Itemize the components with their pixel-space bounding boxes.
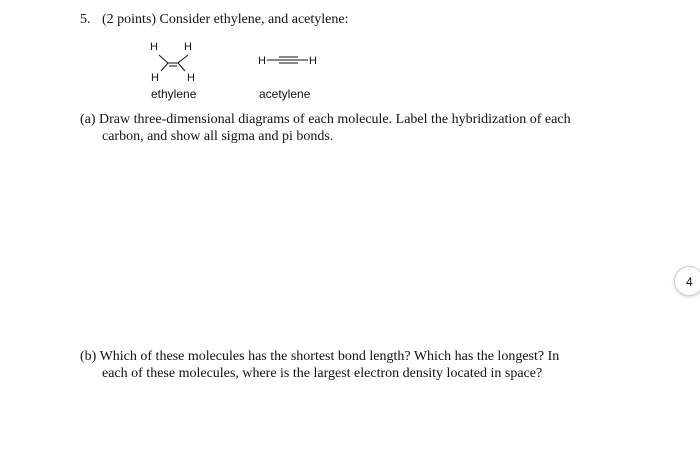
part-a-line-1: (a) Draw three-dimensional diagrams of each molecule. Label the hybridization of each (80, 112, 571, 127)
question-prompt: (2 points) Consider ethylene, and acetylene: (102, 12, 349, 27)
part-a (80, 111, 571, 145)
part-b (80, 348, 559, 382)
ethylene-ch-bond-top-right (178, 55, 188, 63)
page-number-badge[interactable]: 4 (674, 266, 700, 296)
part-b-line-1: (b) Which of these molecules has the shortest bond length? Which has the longest? In (80, 349, 560, 364)
ethylene-ch-bond-bottom-right (178, 63, 185, 71)
acetylene-h-right: H (309, 55, 317, 67)
question-number: 5. (80, 12, 91, 27)
acetylene-structure (258, 55, 317, 67)
part-a-line-2: carbon, and show all sigma and pi bonds. (102, 129, 334, 144)
ethylene-ch-bond-top-left (159, 55, 168, 63)
ethylene-label: ethylene (151, 87, 197, 101)
ethylene-structure (150, 41, 195, 84)
ethylene-h-bottom-right: H (187, 72, 195, 84)
ethylene-h-top-right: H (184, 41, 192, 53)
ethylene-h-bottom-left: H (151, 72, 159, 84)
ethylene-h-top-left: H (150, 41, 158, 53)
ethylene-ch-bond-bottom-left (161, 63, 168, 71)
acetylene-h-left: H (258, 55, 266, 67)
acetylene-label: acetylene (259, 87, 311, 101)
part-b-line-2: each of these molecules, where is the largest electron density located in space? (102, 366, 543, 381)
